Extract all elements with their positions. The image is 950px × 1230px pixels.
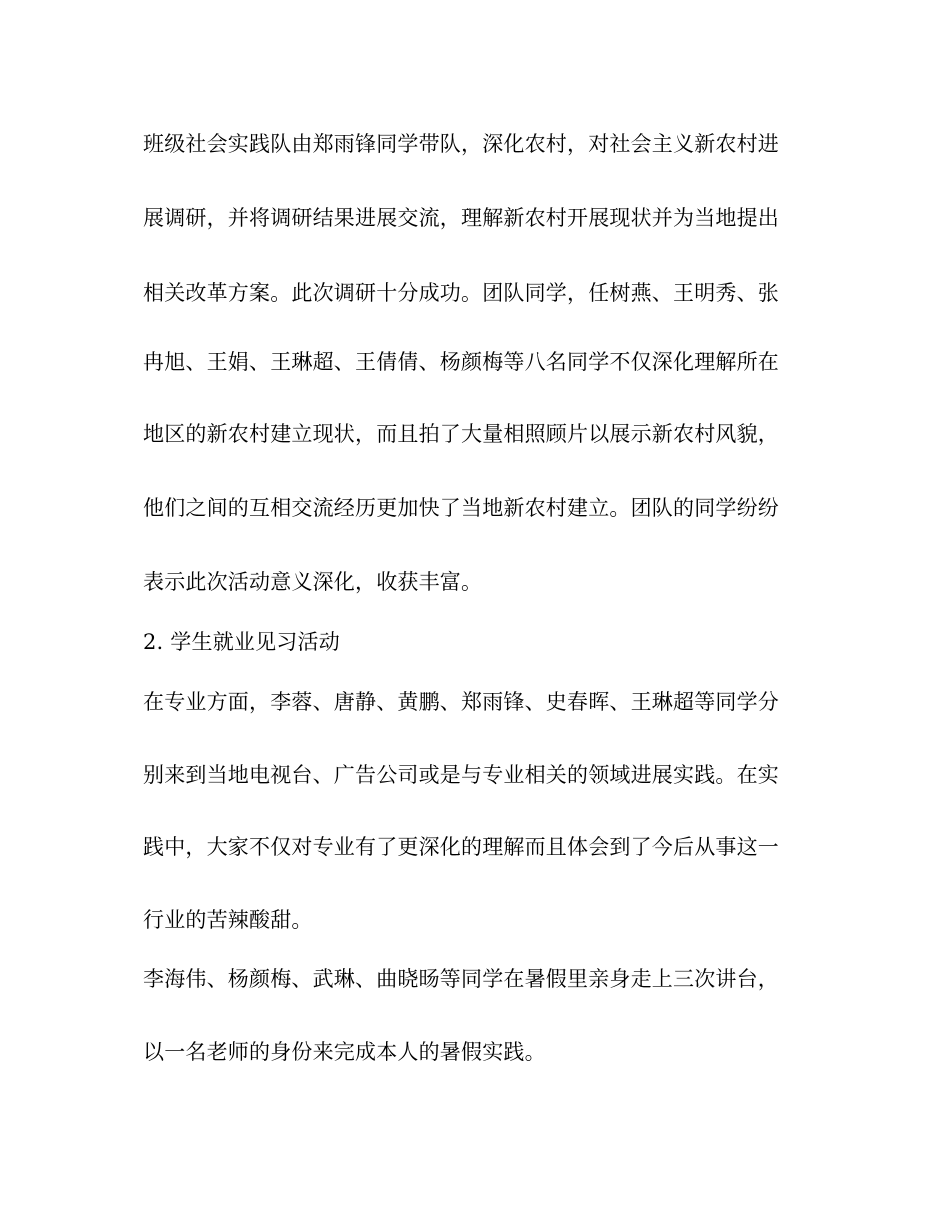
text-line: 李海伟、杨颜梅、武琳、曲晓旸等同学在暑假里亲身走上三次讲台， (143, 967, 779, 991)
text-line: 行业的苦辣酸甜。 (143, 908, 313, 932)
text-line: 班级社会实践队由郑雨锋同学带队，深化农村，对社会主义新农村进 (143, 132, 779, 156)
text-line: 地区的新农村建立现状，而且拍了大量相照顾片以展示新农村风貌， (143, 422, 779, 446)
text-line: 以一名老师的身份来完成本人的暑假实践。 (143, 1040, 546, 1064)
text-line: 践中，大家不仅对专业有了更深化的理解而且体会到了今后从事这一 (143, 835, 779, 859)
text-line: 表示此次活动意义深化，收获丰富。 (143, 570, 483, 594)
section-heading: 2. 学生就业见习活动 (143, 630, 340, 654)
text-line: 相关改革方案。此次调研十分成功。团队同学，任树燕、王明秀、张 (143, 281, 779, 305)
text-line: 冉旭、王娟、王琳超、王倩倩、杨颜梅等八名同学不仅深化理解所在 (143, 350, 779, 374)
text-line: 在专业方面，李蓉、唐静、黄鹏、郑雨锋、史春晖、王琳超等同学分 (143, 690, 779, 714)
text-line: 展调研，并将调研结果进展交流，理解新农村开展现状并为当地提出 (143, 206, 779, 230)
text-line: 他们之间的互相交流经历更加快了当地新农村建立。团队的同学纷纷 (143, 496, 779, 520)
text-line: 别来到当地电视台、广告公司或是与专业相关的领域进展实践。在实 (143, 763, 779, 787)
